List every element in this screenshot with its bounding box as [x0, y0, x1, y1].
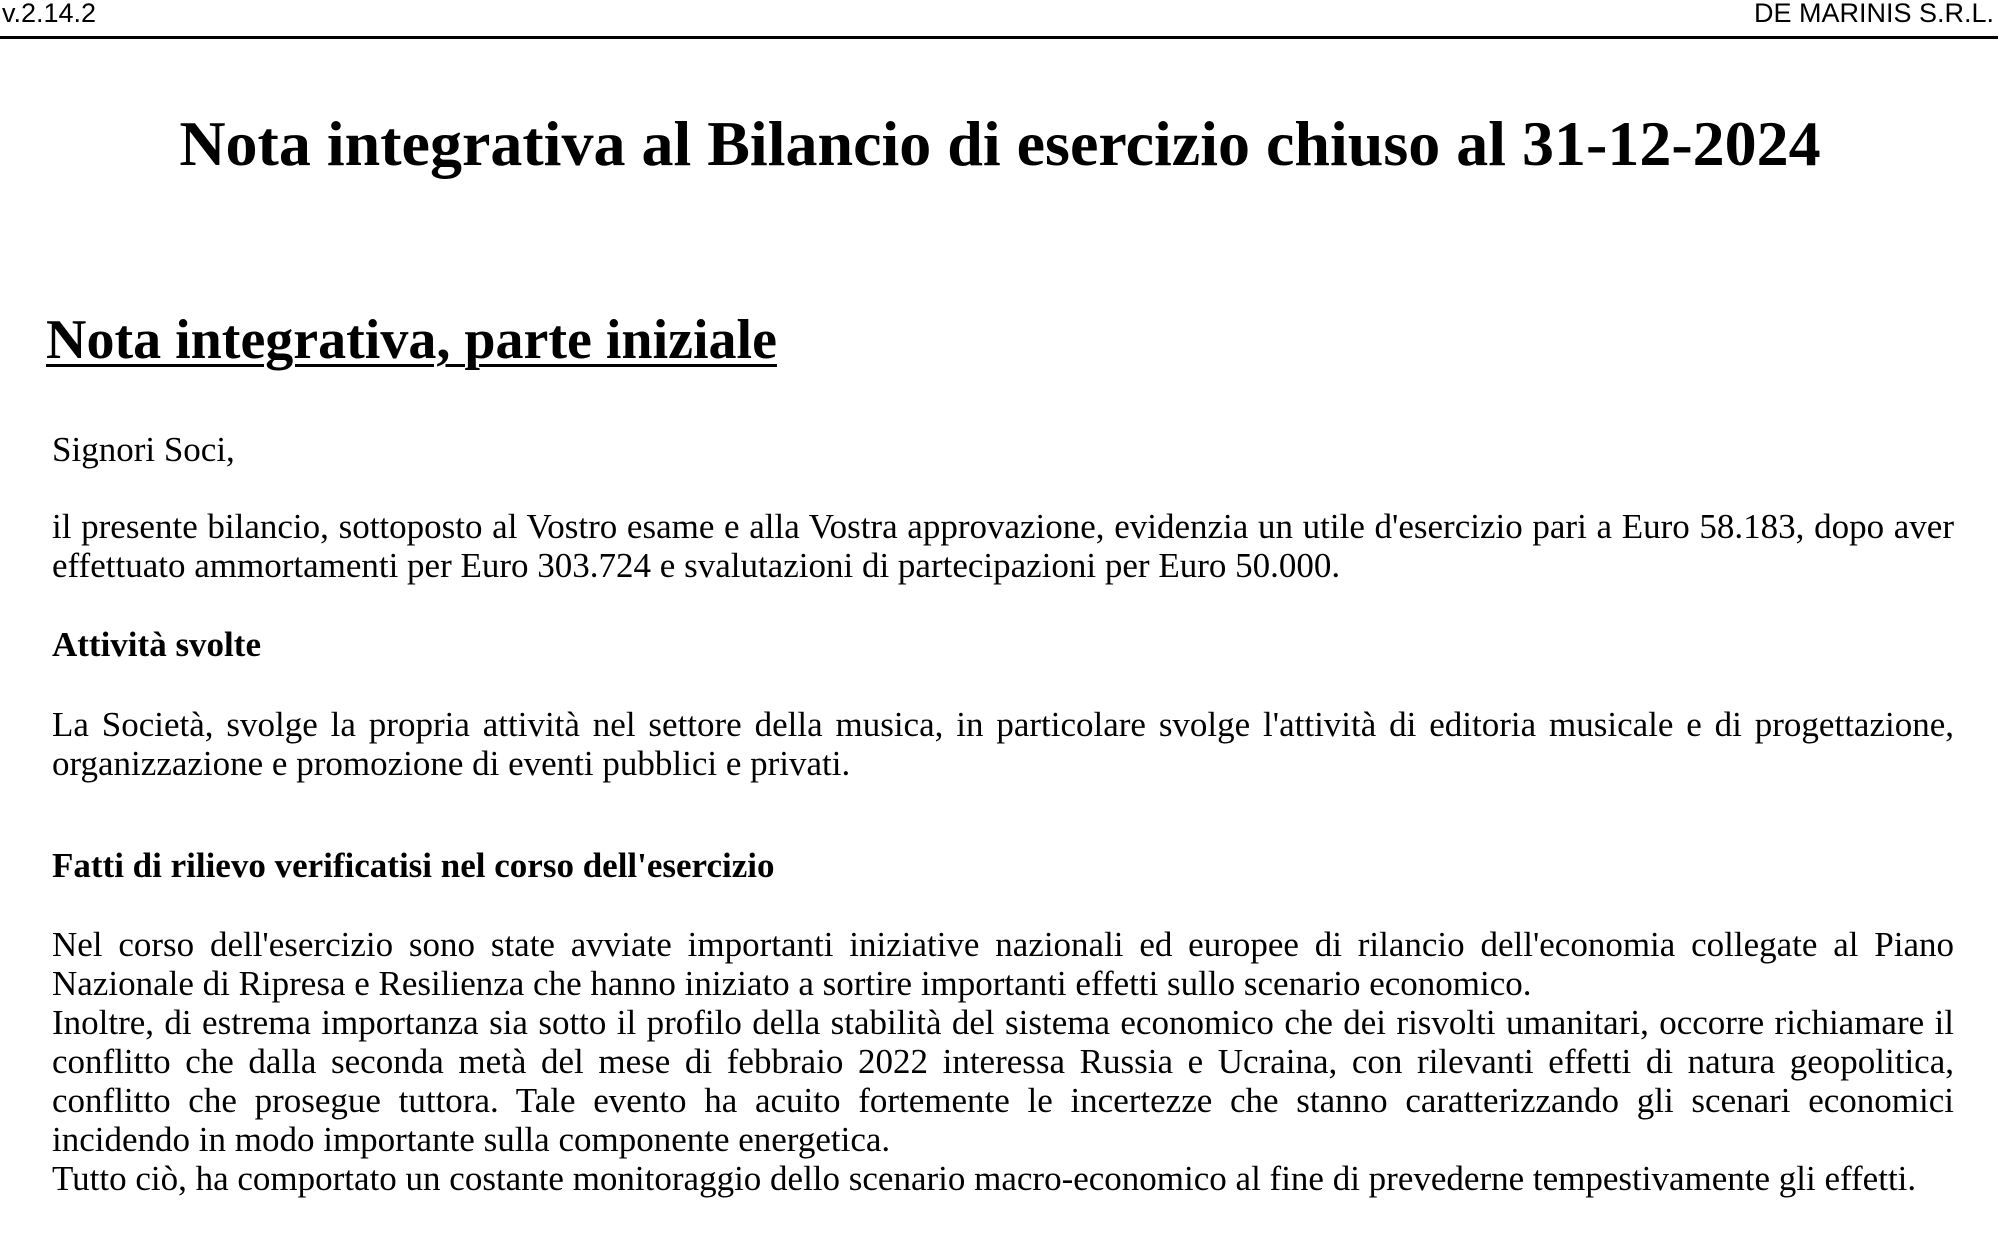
salutation: Signori Soci,	[52, 430, 235, 469]
activities-heading: Attività svolte	[52, 625, 261, 664]
facts-paragraph-3: Tutto ciò, ha comportato un costante monitoraggio dello scenario macro-economico al fine di prevederne tempestivamente gli effetti.	[52, 1159, 1917, 1198]
page-header	[0, 0, 1998, 39]
facts-heading: Fatti di rilievo verificatisi nel corso dell'esercizio	[52, 846, 775, 885]
version-label: v.2.14.2	[2, 0, 97, 28]
intro-paragraph: il presente bilancio, sottoposto al Vostro esame e alla Vostra approvazione, evidenzia un utile d'esercizio pari a Euro 58.183, dopo aver effettuato ammortamenti per Euro 303.724 e svalutazioni di partecipazioni per Euro 50.000.	[52, 507, 1954, 585]
facts-paragraph-1: Nel corso dell'esercizio sono state avviate importanti iniziative nazionali ed europee di rilancio dell'economia collegate al Piano Nazionale di Ripresa e Resilienza che hanno iniziato a sortire importanti effetti sullo scenario economico.	[52, 925, 1954, 1003]
company-name: DE MARINIS S.R.L.	[1753, 0, 1994, 28]
facts-paragraph-2: Inoltre, di estrema importanza sia sotto il profilo della stabilità del sistema economico che dei risvolti umanitari, occorre richiamare il conflitto che dalla seconda metà del mese di febbraio 2022 interessa Russia e Ucraina, con rilevanti effetti di natura geopolitica, conflitto che prosegue tuttora. Tale evento ha acuito fortemente le incertezze che stanno caratterizzando gli scenari economici incidendo in modo importante sulla componente energetica.	[52, 1003, 1954, 1159]
activities-paragraph: La Società, svolge la propria attività nel settore della musica, in particolare svolge l'attività di editoria musicale e di progettazione, organizzazione e promozione di eventi pubblici e privati.	[52, 705, 1954, 783]
document-title: Nota integrativa al Bilancio di esercizio chiuso al 31-12-2024	[179, 108, 1821, 179]
section-title: Nota integrativa, parte iniziale	[46, 309, 777, 371]
